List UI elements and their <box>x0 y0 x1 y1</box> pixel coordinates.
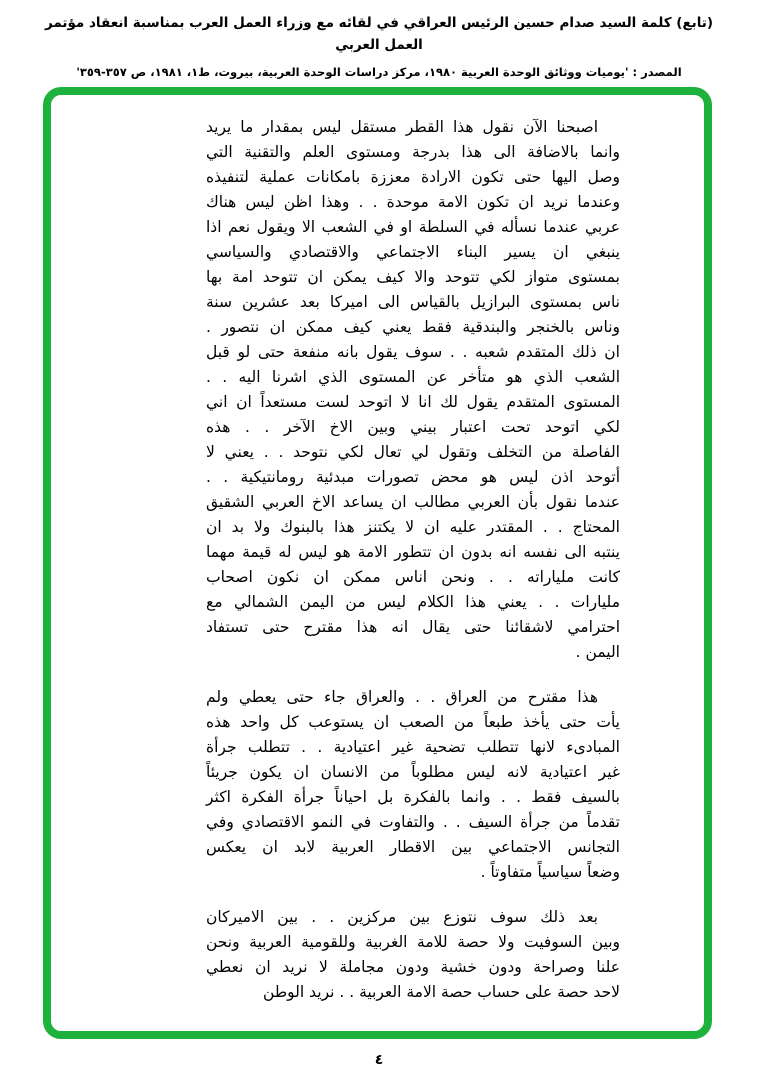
text-line: ان ذلك المتقدم شعبه . . سوف يقول بانه منفعة حتى لو قبل <box>206 343 620 361</box>
text-line: المحتاج . . المقتدر عليه ان لا يكتنز هذا بالبنوك ولا بد ان <box>206 518 620 536</box>
paragraph <box>206 685 620 885</box>
text-line: وصل اليها حتى تكون الارادة معززة بامكانات عملية لتنفيذه <box>206 168 620 186</box>
text-line: احترامي لاشقائنا حتى يقال انه هذا مقترح حتى تستفاد <box>206 618 620 636</box>
text-line: المبادىء لانها تتطلب تضحية غير اعتيادية . . تتطلب جرأة <box>206 738 620 756</box>
text-line: وبين السوفيت ولا حصة للامة الغربية وللقومية العربية ونحن <box>206 933 620 951</box>
text-line: المستوى المتقدم يقول لك انا لا اتوحد لست مستعداً ان اني <box>206 393 620 411</box>
text-line: علنا وصراحة ودون خشية ودون مجاملة لا نريد ان نعطي <box>206 958 620 976</box>
text-line: اصبحنا الآن نقول هذا القطر مستقل ليس بمقدار ما يريد <box>206 118 598 136</box>
text-line: الشعب الذي هو متأخر عن المستوى الذي اشرنا اليه . . <box>206 368 620 386</box>
paragraph <box>206 115 620 665</box>
body-text <box>206 115 620 1025</box>
page-number: ٤ <box>374 1052 384 1068</box>
document-source-citation: المصدر : 'يوميات ووثائق الوحدة العربية ١٩٨٠، مركز دراسات الوحدة العربية، بيروت، ط١، ١٩٨١، ص ٣٥٧-٣٥٩' <box>76 65 682 79</box>
text-line: لكي اتوحد تحت اعتبار بيني وبين الاخ الآخر . . هذه <box>206 418 620 436</box>
text-line: لاحد حصة على حساب حصة الامة العربية . . نريد الوطن <box>263 983 620 1001</box>
text-line: عربي عندما نسأله في السلطة او في الشعب الا ويقول نعم اذا <box>206 218 620 236</box>
text-line: وضعاً سياسياً متفاوتاً . <box>480 863 620 881</box>
text-line: يأت حتى يأخذ طبعاً من الصعب ان يستوعب كل واحد هذه <box>206 713 620 731</box>
text-line: عندما نقول بأن العربي مطالب ان يساعد الاخ العربي الشقيق <box>206 493 620 511</box>
text-line: ينبغي ان يسير البناء الاجتماعي والاقتصادي والسياسي <box>206 243 620 261</box>
text-line: وانما بالاضافة الى هذا بدرجة ومستوى العلم والتقنية التي <box>206 143 620 161</box>
text-line: ينتبه الى نفسه انه بدون ان تتطور الامة هو ليس له قيمة مهما <box>206 543 620 561</box>
document-title: (تابع) كلمة السيد صدام حسين الرئيس العراقي في لقائه مع وزراء العمل العرب بمناسبة انعقاد مؤتمر العمل العربي <box>44 15 714 53</box>
paragraph <box>206 905 620 1005</box>
text-line: غير اعتيادية لانه ليس مطلوباً من الانسان ان يكون جريئاً <box>206 763 620 781</box>
text-line: بالسيف فقط . . وانما بالفكرة بل احياناً جرأة الفكرة اكثر <box>206 788 620 806</box>
text-line: وناس بالخنجر والبندقية فقط يعني كيف ممكن ان نتصور . <box>206 318 620 336</box>
text-line: كانت ملياراته . . ونحن اناس ممكن ان نكون اصحاب <box>206 568 620 586</box>
text-line: وعندما نريد ان تكون الامة موحدة . . وهذا اظن ليس هناك <box>206 193 620 211</box>
text-line: مليارات . . يعني هذا الكلام ليس من اليمن الشمالي مع <box>206 593 620 611</box>
text-line: التجانس الاجتماعي بين الاقطار العربية لابد ان يعكس <box>206 838 620 856</box>
text-line: تقدماً من جرأة السيف . . والتفاوت في النمو الاقتصادي وفي <box>206 813 620 831</box>
text-line: الفاصلة من التخلف وتقول لي تعال لكي نتوحد . . يعني لا <box>206 443 620 461</box>
text-line: اليمن . <box>575 643 620 661</box>
green-border-frame <box>43 87 712 1039</box>
text-line: بعد ذلك سوف نتوزع بين مركزين . . بين الاميركان <box>206 908 598 926</box>
text-line: ناس بمستوى البرازيل بالقياس الى اميركا بعد عشرين سنة <box>206 293 620 311</box>
text-line: بمستوى متواز لكي تتوحد والا كيف يمكن ان تتوحد امة بها <box>206 268 620 286</box>
text-line: هذا مقترح من العراق . . والعراق جاء حتى يعطي ولم <box>206 688 598 706</box>
document-header <box>0 12 758 82</box>
text-line: أتوحد اذن ليس هو محض تصورات مبدئية رومانتيكية . . <box>206 468 620 486</box>
